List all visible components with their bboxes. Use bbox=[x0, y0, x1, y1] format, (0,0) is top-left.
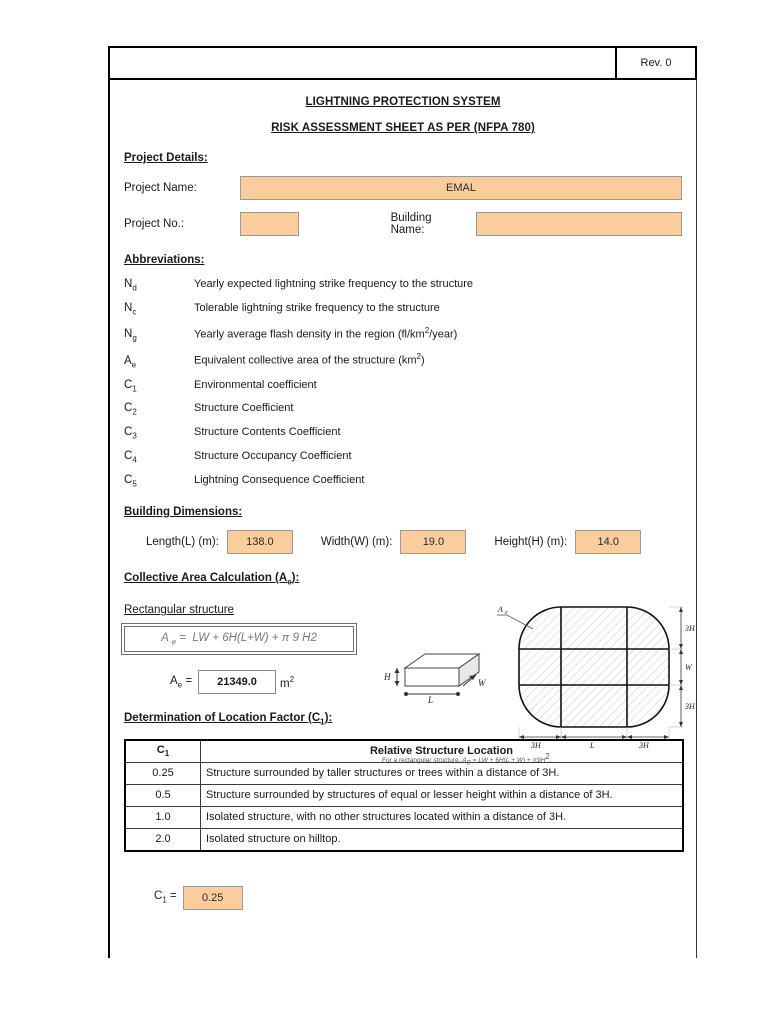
list-item bbox=[124, 426, 682, 440]
header-row bbox=[108, 46, 697, 78]
svg-text:3H: 3H bbox=[639, 741, 649, 750]
c1-value: 1.0 bbox=[125, 806, 201, 828]
location-description: Isolated structure on hilltop. bbox=[201, 828, 684, 851]
svg-text:3H: 3H bbox=[685, 702, 695, 712]
abbreviation-symbol: $C_2$ bbox=[124, 402, 137, 417]
c1-value: 0.5 bbox=[125, 784, 201, 806]
table-row[interactable] bbox=[125, 806, 683, 828]
project-name-label: Project Name: bbox=[124, 182, 197, 194]
column-header-location: Relative Structure Location bbox=[201, 740, 684, 763]
abbreviation-text: Structure Contents Coefficient bbox=[194, 426, 341, 439]
abbreviation-text: Tolerable lightning strike frequency to the structure bbox=[194, 301, 440, 314]
building-name-label: Building Name: bbox=[390, 212, 432, 236]
sheet-body bbox=[108, 78, 697, 958]
abbreviation-symbol: $N_d$ bbox=[124, 278, 137, 293]
location-description: Isolated structure, with no other structures located within a distance of 3H. bbox=[201, 806, 684, 828]
svg-text:L: L bbox=[428, 695, 434, 705]
list-item bbox=[124, 474, 682, 488]
ae-result-unit: $m^2$ bbox=[280, 674, 295, 690]
header-title-cell bbox=[110, 48, 617, 78]
abbreviation-symbol: $C_5$ bbox=[124, 473, 137, 488]
revision-cell: Rev. 0 bbox=[640, 57, 672, 69]
collective-area-heading: Collective Area Calculation $(A_e)$: bbox=[124, 571, 300, 587]
c1-selected-row bbox=[124, 886, 682, 910]
project-name-input[interactable]: EMAL bbox=[240, 176, 682, 200]
c1-value: 2.0 bbox=[125, 828, 201, 851]
abbreviation-text: Lightning Consequence Coefficient bbox=[194, 473, 365, 486]
risk-assessment-sheet bbox=[108, 46, 697, 958]
building-dimensions-heading: Building Dimensions: bbox=[124, 505, 243, 518]
abbreviation-text: Structure Occupancy Coefficient bbox=[194, 449, 352, 462]
svg-text:3H: 3H bbox=[531, 741, 541, 750]
length-input[interactable]: 138.0 bbox=[227, 530, 293, 554]
abbreviation-symbol: $N_g$ bbox=[124, 328, 137, 343]
c1-value: 0.25 bbox=[125, 762, 201, 784]
abbreviations-list bbox=[124, 278, 682, 488]
collective-area-plan-diagram bbox=[489, 599, 704, 754]
table-row[interactable] bbox=[125, 784, 683, 806]
structure-type-label: Rectangular structure bbox=[124, 604, 234, 617]
collective-area-formula bbox=[124, 626, 354, 652]
list-item bbox=[124, 278, 682, 292]
plan-diagram-caption: For a rectangular structure, $A_e$ = LW + $6H(L + W) + \pi 9H^2$. bbox=[382, 752, 552, 767]
width-label: Width(W) (m): bbox=[320, 535, 393, 548]
document-title-line2: RISK ASSESSMENT SHEET AS PER (NFPA 780) bbox=[271, 122, 535, 134]
width-input[interactable]: 19.0 bbox=[400, 530, 466, 554]
location-description: Structure surrounded by structures of equal or lesser height within a distance of 3H. bbox=[201, 784, 684, 806]
abbreviation-symbol: $C_3$ bbox=[124, 426, 137, 441]
abbreviation-text: Equivalent collective area of the structure $(km^2)$ bbox=[194, 352, 425, 367]
document-title-line1: LIGHTNING PROTECTION SYSTEM bbox=[305, 96, 501, 108]
svg-text:W: W bbox=[685, 663, 692, 673]
ae-result-value: 21349.0 bbox=[198, 670, 276, 694]
project-number-label: Project No.: bbox=[124, 218, 185, 230]
list-item bbox=[124, 326, 682, 343]
svg-text:H: H bbox=[384, 672, 391, 683]
project-number-input[interactable] bbox=[240, 212, 299, 236]
table-row[interactable] bbox=[125, 828, 683, 851]
list-item bbox=[124, 379, 682, 393]
project-name-row bbox=[124, 176, 682, 200]
abbreviation-text: Environmental coefficient bbox=[194, 378, 317, 391]
project-details-heading: Project Details: bbox=[124, 152, 208, 164]
height-label: Height(H) (m): bbox=[494, 535, 568, 548]
list-item bbox=[124, 402, 682, 416]
building-dimensions-row bbox=[124, 530, 682, 554]
length-label: Length(L) (m): bbox=[146, 535, 219, 548]
isometric-structure-diagram bbox=[379, 646, 491, 709]
c1-selected-label: $C_1$ = bbox=[154, 890, 177, 905]
project-number-row bbox=[124, 212, 682, 236]
location-factor-heading: Determination of Location Factor $(C_1)$: bbox=[124, 712, 333, 727]
ae-result-label: $A_e$ = bbox=[170, 675, 193, 690]
abbreviation-symbol: $N_c$ bbox=[124, 301, 137, 317]
list-item bbox=[124, 302, 682, 316]
abbreviation-symbol: $C_1$ bbox=[124, 378, 137, 393]
height-input[interactable]: 14.0 bbox=[575, 530, 641, 554]
abbreviation-symbol: $A_e$ bbox=[124, 354, 137, 369]
svg-text:W: W bbox=[478, 678, 486, 689]
abbreviation-text: Structure Coefficient bbox=[194, 402, 294, 415]
svg-text:L: L bbox=[590, 741, 595, 750]
abbreviation-symbol: $C_4$ bbox=[124, 449, 137, 465]
svg-text:A: A bbox=[498, 605, 503, 615]
abbreviation-text: Yearly average flash density in the region $(fl/km^2/year)$ bbox=[194, 325, 458, 341]
building-name-input[interactable] bbox=[476, 212, 682, 236]
svg-text:e: e bbox=[505, 610, 508, 617]
abbreviations-heading: Abbreviations: bbox=[124, 254, 205, 266]
list-item bbox=[124, 352, 682, 369]
list-item bbox=[124, 450, 682, 464]
abbreviation-text: Yearly expected lightning strike frequency to the structure bbox=[194, 278, 474, 290]
formula-text: A $_e$ = LW + 6H(L+W) + π 9 H2 bbox=[161, 632, 317, 647]
column-header-c1: $C_1$ bbox=[125, 740, 201, 763]
location-description: Structure surrounded by taller structures or trees within a distance of 3H. bbox=[201, 762, 684, 784]
c1-selected-input[interactable]: 0.25 bbox=[183, 886, 243, 910]
svg-text:3H: 3H bbox=[685, 624, 695, 634]
